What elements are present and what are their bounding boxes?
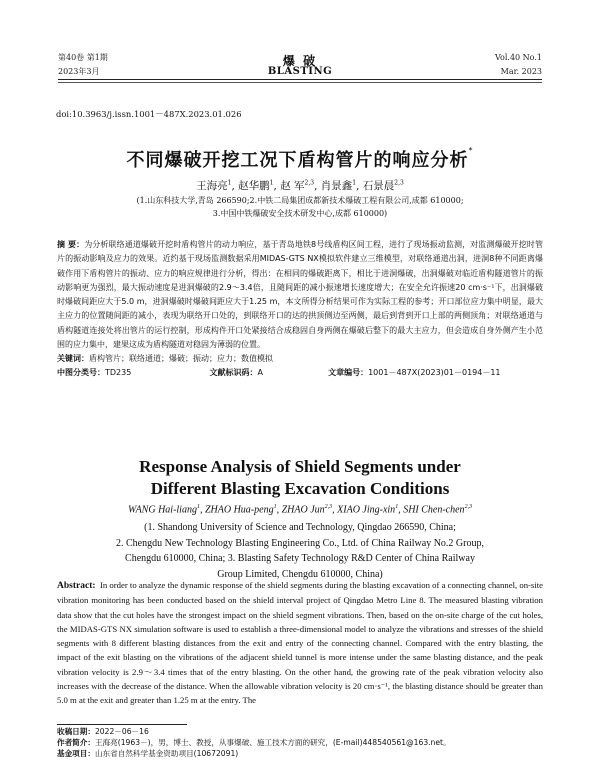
author-en-sup: 1 xyxy=(196,504,200,510)
journal-name-en: BLASTING xyxy=(267,66,333,77)
keywords-cn-text: 盾构管片；联络通道；爆破；振动；应力；数值模拟 xyxy=(89,354,273,363)
affiliations-en xyxy=(70,520,530,582)
author-bio-label: 作者简介： xyxy=(57,738,95,747)
affiliation-en-line: (1. Shandong University of Science and Technology, Qingdao 266590, China; xyxy=(144,522,456,533)
received-label: 收稿日期： xyxy=(57,727,95,736)
author-cn-sup: 2,3 xyxy=(394,179,404,187)
doc-code-label: 文献标识码： xyxy=(209,368,258,377)
header-date-en: Mar. 2023 xyxy=(500,67,542,76)
title-en xyxy=(40,456,560,500)
author-en-sup: 2,3 xyxy=(324,504,333,510)
doc-code-value: A xyxy=(257,368,264,377)
author-en: WANG Hai-liang xyxy=(127,504,197,516)
affiliation-cn-line: 3.中国中铁爆破安全技术研发中心,成都 610000) xyxy=(212,209,388,218)
received-date: 2022－06－16 xyxy=(94,727,149,736)
affiliation-cn-line: (1.山东科技大学,青岛 266590;2.中铁二局集团成都新技术爆破工程有限公司,成都 610000; xyxy=(136,196,464,205)
footnote-fund xyxy=(57,749,543,760)
author-cn: 赵华鹏 xyxy=(238,180,270,192)
author-cn-sup: 1 xyxy=(352,179,357,187)
header-rule-thin xyxy=(58,82,542,83)
author-en-sup: 1 xyxy=(395,504,399,510)
author-en-sup: 2,3 xyxy=(464,504,473,510)
fund-label: 基金项目： xyxy=(57,749,95,758)
author-en: XIAO Jing-xin xyxy=(337,504,396,516)
footnote-received xyxy=(57,727,543,738)
title-en-line: Different Blasting Excavation Conditions xyxy=(150,479,450,498)
abstract-en-text: In order to analyze the dynamic response of the shield segments during the blasting excavation of a connecting channel, on-site vibration monitoring has been conducted based on the shield interval project of Qingdao Metro Line 8. The measured blasting vibration data show that the cut holes have the strongest impact on the shield segment vibrations. Then, based on the on-site charge of the cut holes, the MIDAS-GTS NX simulation software is used to establish a three-dimensional model to analyze the vibrations and stresses of the shield segments with 8 different blasting distances from the exit and entry of the connecting channel. Compared with the entry blasting, the impact of the exit blasting on the vibrations of the adjacent shield tunnel is more intense under the same blasting distance, and the peak vibration velocity is 2.9～3.4 times that of the entry blasting. On the other hand, the growing rate of the peak vibration velocity also increases with the decrease of the distance. When the allowable vibration velocity is 20 cm·s⁻¹, the blasting distance should be greater than 5.0 m at the exit and greater than 1.25 m at the entry. The xyxy=(57,580,543,706)
affiliation-en-line: Chengdu 610000, China; 3. Blasting Safety Technology R&D Center of China Railway xyxy=(125,553,475,564)
title-en-line: Response Analysis of Shield Segments under xyxy=(139,457,461,476)
header-date-cn: 2023年3月 xyxy=(58,67,100,76)
abstract-cn xyxy=(57,238,543,352)
header-volume-en: Vol.40 No.1 xyxy=(495,53,542,62)
doi[interactable]: doi:10.3963/j.issn.1001－487X.2023.01.026 xyxy=(56,109,242,119)
author-en-sup: 1 xyxy=(273,504,277,510)
abstract-cn-text: 为分析联络通道爆破开挖时盾构管片的动力响应，基于青岛地铁8号线盾构区间工程，进行了现场振动监测，对监测爆破开挖时管片的振动影响及应力的效果。近约基于现场监测数据采用MIDAS-GTS NX模拟软件建立三维模型，对联络通道出洞，进洞8种不同距离爆破作用下盾构管片的振动、应力的响应规律进行分析，得出：在相同的爆破距离下，相比于进洞爆破，出洞爆破对临近盾构隧道管片的振动影响更为强烈，最大振动速度是进洞爆破的2.9～3.4倍，且随间距的减小振速增长速度增大；在安全允许振速20 cm·s⁻¹下，出洞爆破时爆破间距应大于5.0 m，进洞爆破时爆破间距应大于1.25 m，本文所得分析结果可作为实际工程的参考；开口部位应力集中明显，最大主应力的位置随间距的减小，表现为联络开口处的，到联络开口的达的拱顶侧边至两侧，最后到背到开口上部的两侧顶角；对联络通道与盾构隧道连接处将出管片的运行控制，形成构件开口处紧接结合成稳固自身两侧在爆破后整下的最大主应力，但会造成自身外侧产生小范围的应力集中，建果这成为盾构隧道对稳固为薄弱的位置。 xyxy=(57,240,543,350)
author-cn: 肖景鑫 xyxy=(320,180,353,192)
authors-cn: 王海亮$^1$, 赵华鹏$^1$, 赵 军$^{2,3}$, 肖景鑫$^1$, 石景晨$^{2,3}$ xyxy=(196,179,404,192)
title-cn xyxy=(40,146,560,172)
affiliation-en-line: 2. Chengdu New Technology Blasting Engineering Co., Ltd. of China Railway No.2 Group, xyxy=(116,537,484,549)
keywords-cn-label: 关键词： xyxy=(57,354,89,363)
title-cn-footnote-mark: * xyxy=(468,146,474,155)
article-no-label: 文章编号： xyxy=(328,368,369,377)
footnote-author xyxy=(57,738,543,749)
classification-row xyxy=(57,367,543,378)
author-en: ZHAO Hua-peng xyxy=(204,504,274,516)
author-cn-sup: 2,3 xyxy=(304,179,315,187)
abstract-en-label: Abstract: xyxy=(57,581,96,591)
author-en: ZHAO Jun xyxy=(281,504,325,516)
author-cn: 石景晨 xyxy=(362,180,395,192)
abstract-en xyxy=(57,578,543,708)
author-cn: 王海亮 xyxy=(196,180,228,192)
author-cn: 赵 军 xyxy=(280,180,305,192)
article-no-value: 1001－487X(2023)01－0194－11 xyxy=(368,368,501,377)
header-rule-thick xyxy=(58,79,542,80)
authors-en: WANG Hai-liang$^1$, ZHAO Hua-peng$^1$, ZHAO Jun$^{2,3}$, XIAO Jing-xin$^1$, SHI Chen-chen$^{2,3}$ xyxy=(127,504,473,516)
abstract-cn-label: 摘 要： xyxy=(57,240,85,249)
journal-name-cn: 爆 破 xyxy=(282,54,318,68)
author-en: SHI Chen-chen xyxy=(403,504,465,516)
header-volume-cn: 第40卷 第1期 xyxy=(58,53,108,62)
fund-text: 山东省自然科学基金资助项目(10672091) xyxy=(94,749,239,758)
clc-value: TD235 xyxy=(105,368,132,377)
affiliation-en-line: Group Limited, Chengdu 610000, China) xyxy=(217,568,383,580)
clc-label: 中图分类号： xyxy=(57,368,105,377)
author-cn-sup: 1 xyxy=(227,179,232,187)
keywords-cn xyxy=(57,353,543,364)
footnote-rule xyxy=(57,724,187,725)
author-bio: 王海亮(1963－)，男，博士、教授，从事爆破、施工技术方面的研究，(E-mail)448540561@163.net。 xyxy=(94,738,451,747)
title-cn-text: 不同爆破开挖工况下盾构管片的响应分析 xyxy=(126,150,469,171)
author-cn-sup: 1 xyxy=(269,179,274,187)
